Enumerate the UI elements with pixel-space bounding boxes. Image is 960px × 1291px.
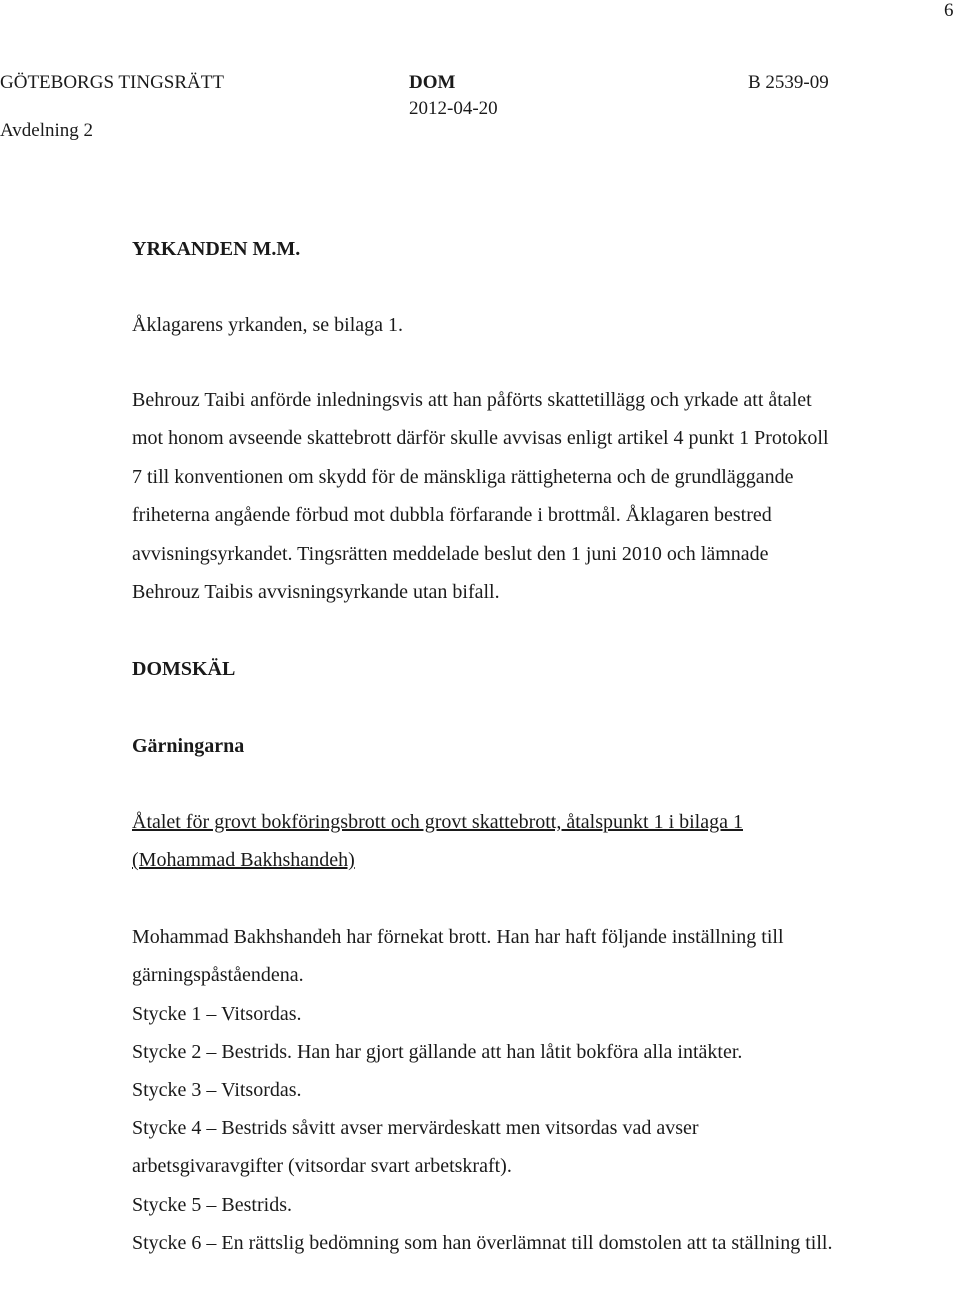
stycke-4: Stycke 4 – Bestrids såvitt avser mervärdeskatt men vitsordas vad avser arbetsgivaravgifter (vitsordar svart arbetskraft).: [132, 1117, 699, 1178]
division: Avdelning 2: [0, 120, 94, 141]
stycke-3: Stycke 3 – Vitsordas.: [132, 1079, 302, 1101]
yrkanden-line: Åklagarens yrkanden, se bilaga 1.: [132, 314, 404, 336]
stycke-6: Stycke 6 – En rättslig bedömning som han överlämnat till domstolen att ta ställning till.: [132, 1232, 833, 1254]
yrkanden-heading: YRKANDEN M.M.: [132, 238, 301, 260]
document-date: 2012-04-20: [409, 98, 498, 119]
garningarna-heading: Gärningarna: [132, 735, 245, 757]
page-number: 6: [944, 0, 954, 21]
stycke-2: Stycke 2 – Bestrids. Han har gjort gällande att han låtit bokföra alla intäkter.: [132, 1041, 743, 1063]
stycke-1: Stycke 1 – Vitsordas.: [132, 1003, 302, 1025]
domskal-heading: DOMSKÄL: [132, 658, 236, 680]
stycke-5: Stycke 5 – Bestrids.: [132, 1194, 292, 1216]
paragraph-avvisning: Behrouz Taibi anförde inledningsvis att han påförts skattetillägg och yrkade att åtalet mot honom avseende skattebrott därför skulle avvisas enligt artikel 4 punkt 1 Protokoll 7 till konventionen om skydd för de mänskliga rättigheterna och de grundläggande friheterna angående förbud mot dubbla förfarande i brottmål. Åklagaren bestred avvisningsyrkandet. Tingsrätten meddelade beslut den 1 juni 2010 och lämnade Behrouz Taibis avvisningsyrkande utan bifall.: [132, 389, 829, 604]
atal-title: Åtalet för grovt bokföringsbrott och grovt skattebrott, åtalspunkt 1 i bilaga 1 (Mohammad Bakhshandeh): [132, 811, 743, 872]
document-type: DOM: [409, 72, 456, 93]
court-name: GÖTEBORGS TINGSRÄTT: [0, 72, 224, 93]
case-number: B 2539-09: [748, 72, 829, 93]
paragraph-installning: Mohammad Bakhshandeh har förnekat brott. Han har haft följande inställning till gärningspåståendena.: [132, 926, 784, 987]
